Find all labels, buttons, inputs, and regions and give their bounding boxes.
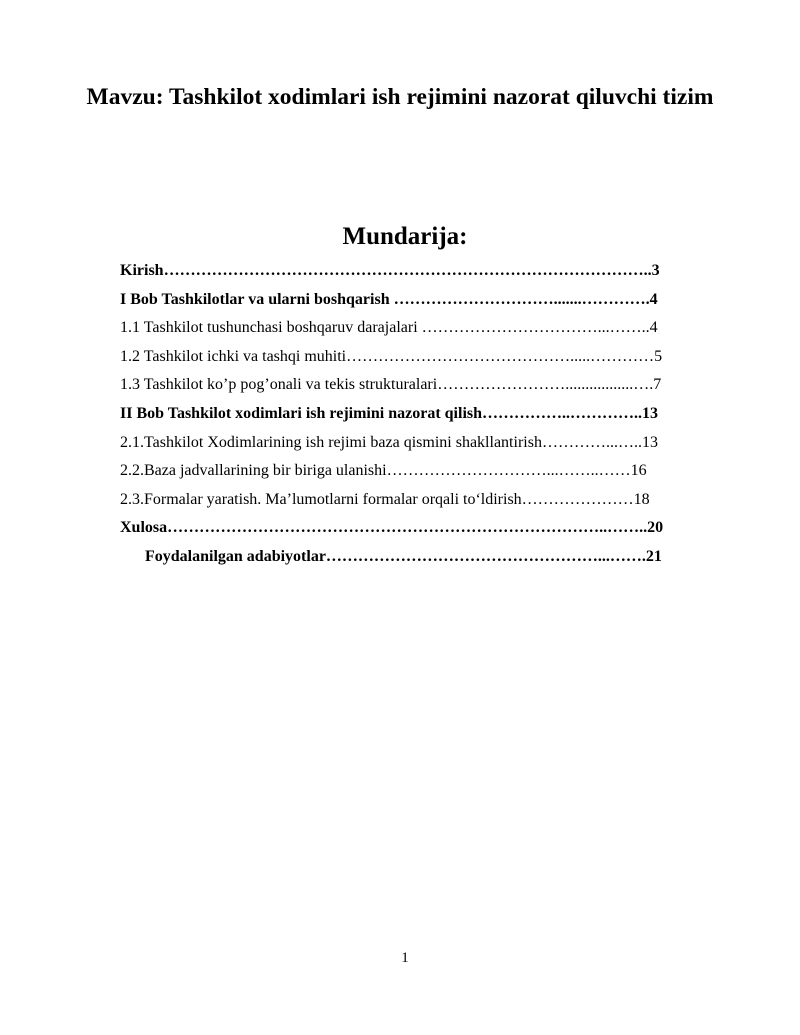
page-number: 1 (401, 950, 409, 966)
toc-entry[interactable] (120, 286, 760, 315)
toc-entry-text: Xulosa………………………………………………………………………..……..20 (120, 519, 664, 537)
toc-entry-text: I Bob Tashkilotlar va ularni boshqarish ………………………….......………….4 (120, 290, 658, 308)
toc-entry-text: 1.3 Tashkilot ko’p pog’onali va tekis strukturalari…………………….................….7 (120, 376, 662, 394)
toc-entry[interactable] (120, 343, 760, 372)
toc-entry-text: II Bob Tashkilot xodimlari ish rejimini nazorat qilish……………..…………..13 (120, 404, 659, 422)
toc-entry-text: Kirish………………………………………………………………………………..3 (120, 262, 660, 279)
page-title: Mavzu: Tashkilot xodimlari ish rejimini nazorat qiluvchi tizim (86, 84, 714, 110)
toc-entry-text: 1.2 Tashkilot ichki va tashqi muhiti…………………………………….....…………5 (120, 347, 663, 365)
toc-entry[interactable] (120, 486, 760, 515)
table-of-contents (120, 257, 760, 572)
toc-entry[interactable] (120, 543, 760, 572)
toc-entry-text: 2.2.Baza jadvallarining bir biriga ulanishi…………………………...……..……16 (120, 462, 647, 480)
toc-entry-text: 2.3.Formalar yaratish. Ma’lumotlarni formalar orqali to‘ldirish…………………18 (120, 490, 650, 508)
toc-entry[interactable] (120, 514, 760, 543)
toc-entry[interactable] (120, 257, 760, 286)
toc-entry-text: 1.1 Tashkilot tushunchasi boshqaruv darajalari ……………………………...……..4 (120, 319, 658, 337)
toc-entry[interactable] (120, 371, 760, 400)
toc-entry[interactable] (120, 457, 760, 486)
toc-entry-text: Foydalanilgan adabiyotlar……………………………………………...…….21 (145, 547, 662, 565)
toc-entry[interactable] (120, 400, 760, 429)
toc-entry[interactable] (120, 429, 760, 458)
toc-entry-text: 2.1.Tashkilot Xodimlarining ish rejimi baza qismini shakllantirish…………...…..13 (120, 433, 658, 451)
toc-entry[interactable] (120, 314, 760, 343)
toc-heading: Mundarija: (342, 223, 468, 250)
